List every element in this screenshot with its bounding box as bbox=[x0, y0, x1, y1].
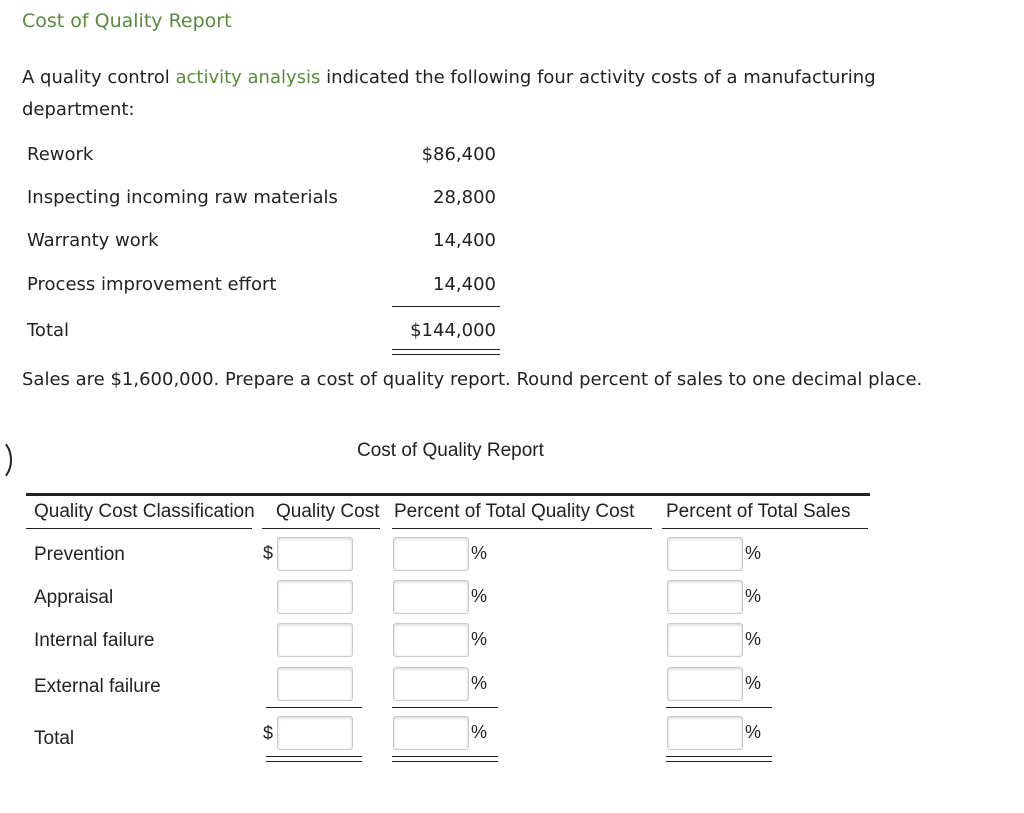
percent-symbol: % bbox=[471, 543, 488, 563]
total-pct-quality-input[interactable] bbox=[393, 716, 469, 750]
total-cost-double-rule-bottom bbox=[266, 761, 362, 762]
total-pct-quality-double-rule-bottom bbox=[392, 761, 498, 762]
header-quality-cost: Quality Cost bbox=[276, 501, 380, 522]
header-pct-quality-cost: Percent of Total Quality Cost bbox=[394, 501, 635, 522]
percent-symbol: % bbox=[745, 722, 762, 742]
cost-value-process: 14,400 bbox=[433, 274, 496, 295]
appraisal-pct-sales-input[interactable] bbox=[667, 580, 743, 614]
internal-failure-cost-input[interactable] bbox=[277, 623, 353, 657]
cost-value-rework: $86,400 bbox=[421, 144, 496, 165]
cost-label-inspecting: Inspecting incoming raw materials bbox=[27, 187, 338, 208]
percent-symbol: % bbox=[745, 543, 762, 563]
cost-value-warranty: 14,400 bbox=[433, 230, 496, 251]
row-label-prevention: Prevention bbox=[34, 544, 125, 565]
cost-label-rework: Rework bbox=[27, 144, 94, 165]
cost-value-inspecting: 28,800 bbox=[433, 187, 496, 208]
intro-text-1: A quality control bbox=[22, 67, 176, 88]
external-failure-cost-input[interactable] bbox=[277, 667, 353, 701]
external-failure-pct-quality-input[interactable] bbox=[393, 667, 469, 701]
row-label-external-failure: External failure bbox=[34, 676, 161, 697]
percent-symbol: % bbox=[471, 722, 488, 742]
page-title: Cost of Quality Report bbox=[22, 10, 232, 32]
pct-quality-subtotal-rule bbox=[392, 707, 498, 708]
dollar-sign: $ bbox=[263, 543, 274, 563]
cost-label-total: Total bbox=[27, 320, 70, 341]
percent-symbol: % bbox=[745, 673, 762, 693]
header-underline-pct-sales bbox=[662, 528, 868, 529]
total-double-rule-bottom bbox=[392, 354, 500, 355]
total-double-rule-top bbox=[392, 349, 500, 350]
pct-sales-subtotal-rule bbox=[666, 707, 772, 708]
total-pct-sales-double-rule-bottom bbox=[666, 761, 772, 762]
total-pct-quality-double-rule-top bbox=[392, 756, 498, 757]
header-pct-total-sales: Percent of Total Sales bbox=[666, 501, 851, 522]
dollar-sign: $ bbox=[263, 723, 274, 743]
instructions-text: Sales are $1,600,000. Prepare a cost of quality report. Round percent of sales to one decimal place. bbox=[22, 369, 923, 390]
total-cost-double-rule-top bbox=[266, 756, 362, 757]
cost-value-total: $144,000 bbox=[410, 320, 496, 341]
subtotal-rule bbox=[392, 306, 500, 307]
collapse-bracket bbox=[0, 438, 12, 482]
total-pct-sales-input[interactable] bbox=[667, 716, 743, 750]
total-pct-sales-double-rule-top bbox=[666, 756, 772, 757]
row-label-internal-failure: Internal failure bbox=[34, 630, 155, 651]
intro-paragraph bbox=[22, 62, 982, 126]
row-label-appraisal: Appraisal bbox=[34, 587, 114, 608]
activity-analysis-link[interactable]: activity analysis bbox=[175, 67, 321, 88]
cost-label-warranty: Warranty work bbox=[27, 230, 159, 251]
row-label-total: Total bbox=[34, 728, 75, 749]
appraisal-pct-quality-input[interactable] bbox=[393, 580, 469, 614]
header-underline-classification bbox=[26, 528, 252, 529]
prevention-pct-quality-input[interactable] bbox=[393, 537, 469, 571]
internal-failure-pct-quality-input[interactable] bbox=[393, 623, 469, 657]
intro-text-2: indicated the following four activity costs of a manufacturing department: bbox=[22, 67, 876, 120]
appraisal-cost-input[interactable] bbox=[277, 580, 353, 614]
percent-symbol: % bbox=[745, 586, 762, 606]
percent-symbol: % bbox=[745, 629, 762, 649]
prevention-cost-input[interactable] bbox=[277, 537, 353, 571]
cost-label-process: Process improvement effort bbox=[27, 274, 277, 295]
prevention-pct-sales-input[interactable] bbox=[667, 537, 743, 571]
header-underline-pct-quality bbox=[392, 528, 652, 529]
report-title: Cost of Quality Report bbox=[357, 440, 544, 461]
percent-symbol: % bbox=[471, 629, 488, 649]
header-classification: Quality Cost Classification bbox=[34, 501, 255, 522]
percent-symbol: % bbox=[471, 586, 488, 606]
header-underline-cost bbox=[262, 528, 380, 529]
cost-subtotal-rule bbox=[266, 707, 362, 708]
report-top-rule bbox=[26, 493, 870, 496]
percent-symbol: % bbox=[471, 673, 488, 693]
external-failure-pct-sales-input[interactable] bbox=[667, 667, 743, 701]
internal-failure-pct-sales-input[interactable] bbox=[667, 623, 743, 657]
total-cost-input[interactable] bbox=[277, 716, 353, 750]
